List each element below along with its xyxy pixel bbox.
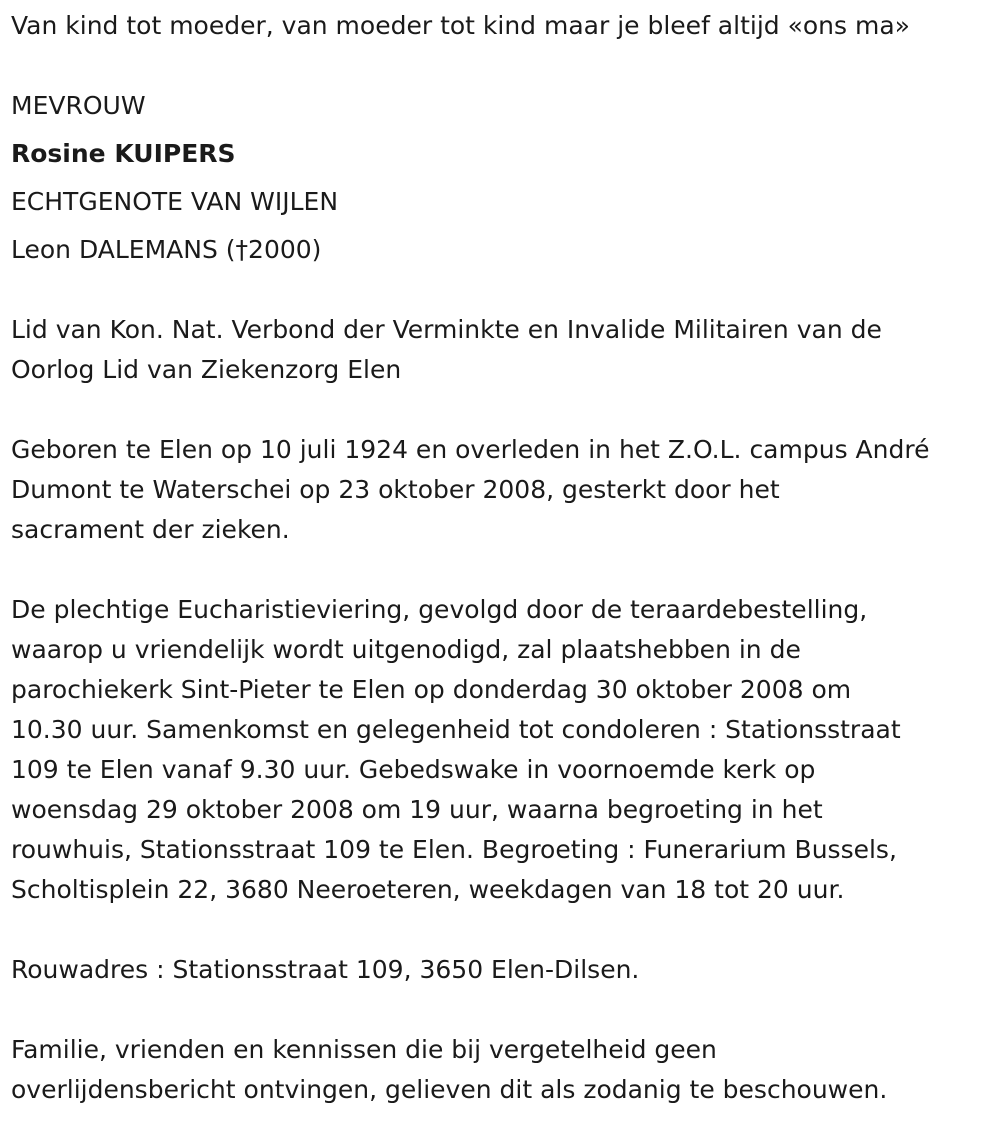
ceremony-line: woensdag 29 oktober 2008 om 19 uur, waarna begroeting in het xyxy=(11,795,823,824)
honorific: MEVROUW xyxy=(11,91,146,120)
ceremony-line: rouwhuis, Stationsstraat 109 te Elen. Begroeting : Funerarium Bussels, xyxy=(11,835,897,864)
closing-line: Familie, vrienden en kennissen die bij vergetelheid geen xyxy=(11,1035,717,1064)
deceased-name: Rosine KUIPERS xyxy=(11,139,236,168)
birth-death-line: Dumont te Waterschei op 23 oktober 2008, gesterkt door het xyxy=(11,475,780,504)
membership-line: Lid van Kon. Nat. Verbond der Verminkte en Invalide Militairen van de xyxy=(11,315,882,344)
relation-label: ECHTGENOTE VAN WIJLEN xyxy=(11,187,339,216)
motto-line: Van kind tot moeder, van moeder tot kind maar je bleef altijd «ons ma» xyxy=(11,11,910,40)
membership-line: Oorlog Lid van Ziekenzorg Elen xyxy=(11,355,402,384)
birth-death-line: Geboren te Elen op 10 juli 1924 en overleden in het Z.O.L. campus André xyxy=(11,435,930,464)
ceremony-line: 10.30 uur. Samenkomst en gelegenheid tot condoleren : Stationsstraat xyxy=(11,715,901,744)
ceremony-line: De plechtige Eucharistieviering, gevolgd door de teraardebestelling, xyxy=(11,595,868,624)
ceremony-line: 109 te Elen vanaf 9.30 uur. Gebedswake in voornoemde kerk op xyxy=(11,755,816,784)
mourning-address: Rouwadres : Stationsstraat 109, 3650 Elen-Dilsen. xyxy=(11,955,640,984)
spouse-name: Leon DALEMANS (†2000) xyxy=(11,235,322,264)
closing-line: overlijdensbericht ontvingen, gelieven dit als zodanig te beschouwen. xyxy=(11,1075,888,1104)
ceremony-line: waarop u vriendelijk wordt uitgenodigd, zal plaatshebben in de xyxy=(11,635,801,664)
birth-death-line: sacrament der zieken. xyxy=(11,515,290,544)
ceremony-line: parochiekerk Sint-Pieter te Elen op donderdag 30 oktober 2008 om xyxy=(11,675,852,704)
ceremony-line: Scholtisplein 22, 3680 Neeroeteren, weekdagen van 18 tot 20 uur. xyxy=(11,875,845,904)
